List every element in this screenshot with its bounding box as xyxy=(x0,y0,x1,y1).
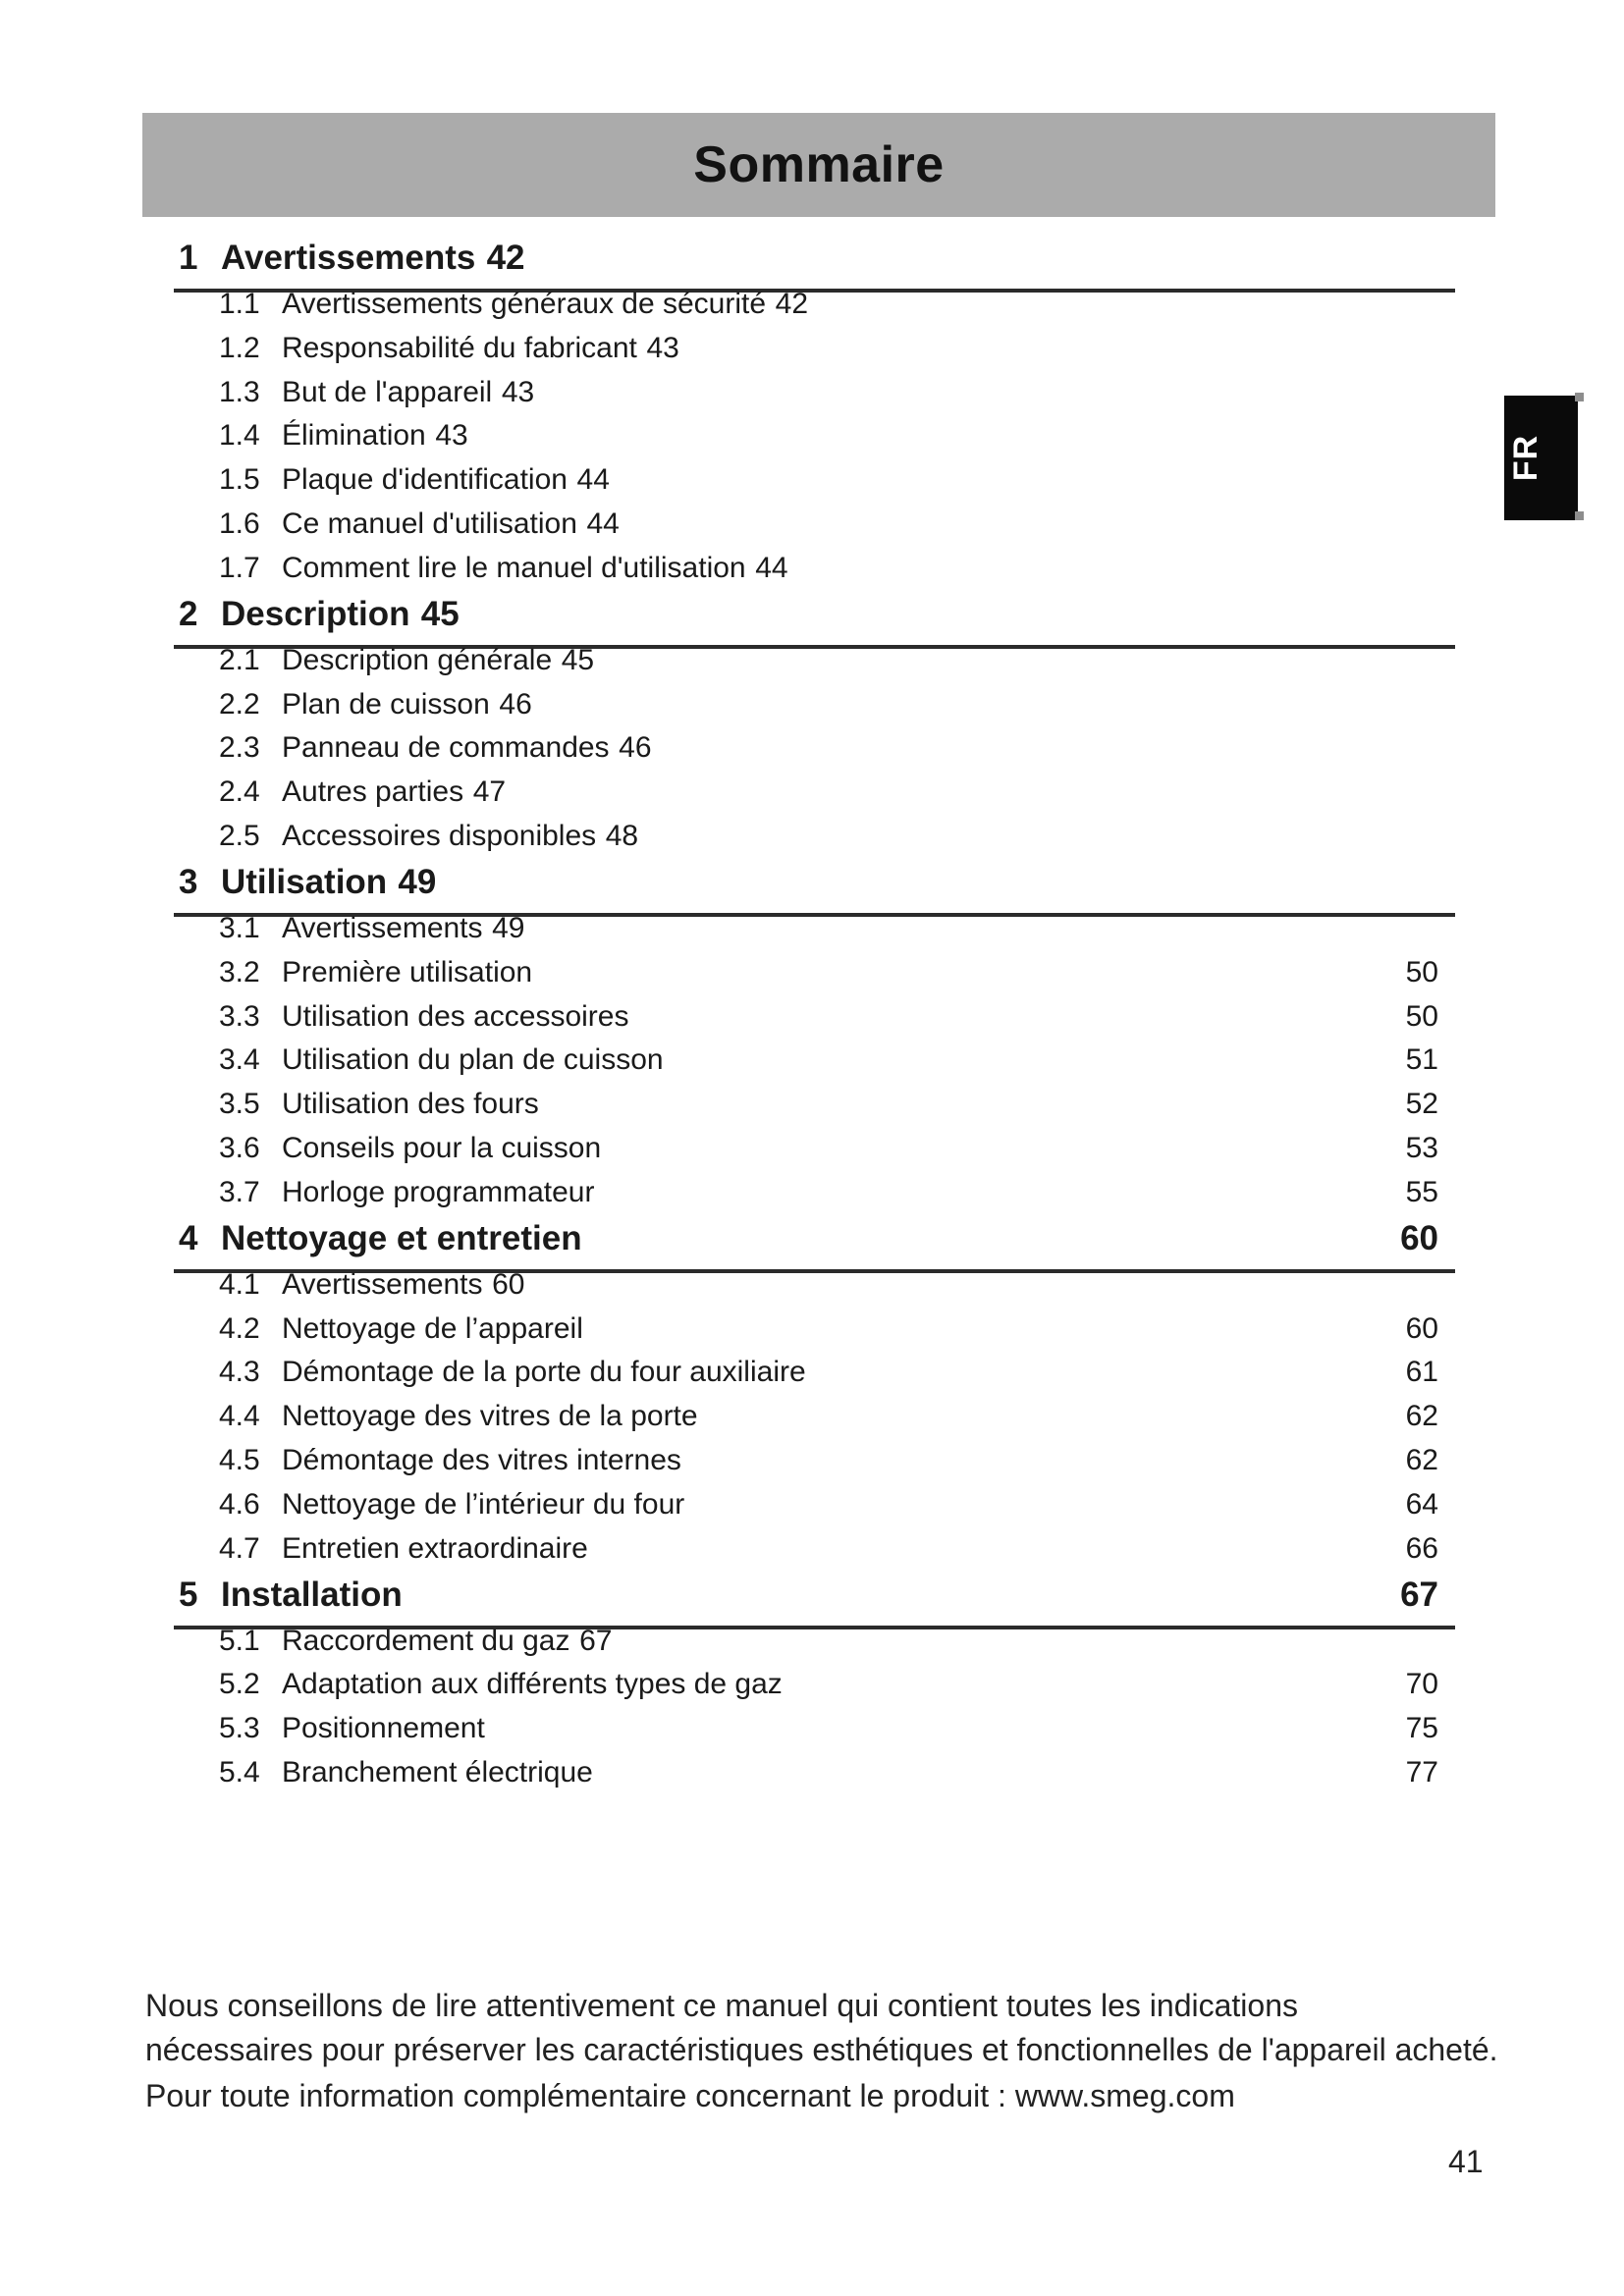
entry-number: 4.6 xyxy=(219,1487,260,1521)
toc-section-4 xyxy=(174,1219,1455,1572)
section-page-inline: 49 xyxy=(398,862,437,901)
toc-entry xyxy=(174,1308,1455,1352)
toc-entry xyxy=(174,1263,1455,1308)
toc-entry xyxy=(174,951,1455,995)
entry-number: 1.6 xyxy=(219,507,260,541)
entry-number: 3.1 xyxy=(219,911,260,944)
entry-page-right: 55 xyxy=(1405,1175,1438,1208)
entry-title: Élimination xyxy=(282,419,426,453)
entry-page-inline: 46 xyxy=(499,687,532,721)
entry-title: Conseils pour la cuisson xyxy=(282,1132,602,1165)
toc-entry xyxy=(174,1751,1455,1795)
entry-page-inline: 60 xyxy=(492,1267,525,1301)
toc-entry xyxy=(174,283,1455,327)
entry-number: 2.5 xyxy=(219,820,260,853)
toc-entry xyxy=(174,414,1455,458)
toc-entry xyxy=(174,995,1455,1040)
page-number: 41 xyxy=(1448,2144,1484,2179)
footer-note-line: Pour toute information complémentaire concernant le produit : www.smeg.com xyxy=(145,2078,1235,2113)
entry-page-right: 51 xyxy=(1405,1043,1438,1077)
entry-page-right: 50 xyxy=(1405,999,1438,1033)
summary-banner xyxy=(142,113,1495,217)
entry-number: 3.4 xyxy=(219,1043,260,1077)
toc-entry xyxy=(174,1663,1455,1707)
entry-title: Utilisation des fours xyxy=(282,1088,539,1121)
entry-page-right: 66 xyxy=(1405,1531,1438,1565)
entry-number: 2.2 xyxy=(219,687,260,721)
toc-entry xyxy=(174,1483,1455,1527)
entry-title: Utilisation du plan de cuisson xyxy=(282,1043,664,1077)
section-number: 1 xyxy=(179,239,198,277)
toc-entry xyxy=(174,458,1455,503)
language-tab-fr xyxy=(1504,396,1578,520)
section-title: Nettoyage et entretien xyxy=(221,1218,582,1257)
entry-page-right: 53 xyxy=(1405,1132,1438,1165)
toc-entry xyxy=(174,683,1455,727)
section-page-right: 67 xyxy=(1400,1575,1438,1614)
entry-number: 2.1 xyxy=(219,643,260,676)
entry-page-inline: 47 xyxy=(472,775,507,809)
toc-entry xyxy=(174,547,1455,591)
entry-page-inline: 42 xyxy=(775,288,809,320)
entry-page-right: 70 xyxy=(1405,1668,1438,1701)
entry-page-right: 61 xyxy=(1405,1356,1438,1389)
toc-section-1 xyxy=(174,239,1455,591)
toc-entry xyxy=(174,327,1455,371)
entry-number: 1.1 xyxy=(219,288,260,320)
entry-number: 1.5 xyxy=(219,463,260,497)
entry-number: 1.4 xyxy=(219,419,260,453)
entry-number: 3.6 xyxy=(219,1132,260,1165)
toc-entry xyxy=(174,503,1455,547)
toc-entry xyxy=(174,1127,1455,1171)
entry-page-inline: 43 xyxy=(646,331,679,364)
entry-page-inline: 44 xyxy=(576,463,610,497)
entry-page-inline: 44 xyxy=(586,507,620,541)
toc-entry xyxy=(174,371,1455,415)
entry-title: Utilisation des accessoires xyxy=(282,999,629,1033)
entry-title: Avertissements xyxy=(282,1267,483,1301)
entry-title: Raccordement du gaz xyxy=(282,1624,570,1657)
section-page-inline: 42 xyxy=(486,239,525,277)
section-title: Installation xyxy=(221,1575,403,1614)
entry-title: Avertissements xyxy=(282,911,483,944)
entry-title: Nettoyage de l’intérieur du four xyxy=(282,1487,685,1521)
toc-entry xyxy=(174,1395,1455,1439)
toc-entry xyxy=(174,639,1455,683)
toc-entry xyxy=(174,1039,1455,1083)
toc-entry xyxy=(174,1439,1455,1483)
entry-title: Panneau de commandes xyxy=(282,731,610,765)
entry-page-right: 52 xyxy=(1405,1088,1438,1121)
entry-number: 4.2 xyxy=(219,1311,260,1345)
footer-note-line: Nous conseillons de lire attentivement ce manuel qui contient toutes les indications xyxy=(145,1988,1298,2023)
entry-number: 4.7 xyxy=(219,1531,260,1565)
toc-entry xyxy=(174,1620,1455,1664)
entry-title: Avertissements généraux de sécurité xyxy=(282,288,767,320)
entry-number: 4.4 xyxy=(219,1400,260,1433)
page-title: Sommaire xyxy=(693,136,945,193)
toc-section-3 xyxy=(174,863,1455,1215)
entry-page-inline: 43 xyxy=(501,375,535,408)
entry-number: 5.4 xyxy=(219,1756,260,1789)
entry-number: 4.5 xyxy=(219,1444,260,1477)
entry-title: Démontage des vitres internes xyxy=(282,1444,681,1477)
entry-number: 3.7 xyxy=(219,1175,260,1208)
toc-section-2 xyxy=(174,595,1455,859)
entry-number: 3.2 xyxy=(219,955,260,988)
entry-title: Nettoyage des vitres de la porte xyxy=(282,1400,698,1433)
toc-entry xyxy=(174,1083,1455,1127)
entry-number: 1.2 xyxy=(219,331,260,364)
entry-number: 4.1 xyxy=(219,1267,260,1301)
entry-page-inline: 48 xyxy=(605,820,639,853)
entry-title: Plaque d'identification xyxy=(282,463,568,497)
entry-page-right: 62 xyxy=(1405,1444,1438,1477)
entry-title: Ce manuel d'utilisation xyxy=(282,507,577,541)
toc-entry xyxy=(174,771,1455,815)
entry-number: 2.4 xyxy=(219,775,260,809)
entry-page-inline: 45 xyxy=(561,643,595,676)
entry-page-right: 50 xyxy=(1405,955,1438,988)
entry-number: 2.3 xyxy=(219,731,260,765)
entry-page-inline: 49 xyxy=(492,911,525,944)
entry-title: Accessoires disponibles xyxy=(282,820,597,853)
entry-title: Positionnement xyxy=(282,1712,485,1745)
entry-number: 4.3 xyxy=(219,1356,260,1389)
entry-number: 3.3 xyxy=(219,999,260,1033)
toc-entry xyxy=(174,726,1455,771)
entry-title: Horloge programmateur xyxy=(282,1175,595,1208)
entry-page-right: 77 xyxy=(1405,1756,1438,1789)
entry-page-inline: 43 xyxy=(435,419,468,453)
section-number: 4 xyxy=(179,1218,198,1257)
entry-number: 5.3 xyxy=(219,1712,260,1745)
toc-entry xyxy=(174,907,1455,951)
entry-number: 5.2 xyxy=(219,1668,260,1701)
toc-section-5 xyxy=(174,1575,1455,1795)
footer-note-line: nécessaires pour préserver les caractéristiques esthétiques et fonctionnelles de l'appareil acheté. xyxy=(145,2032,1498,2067)
entry-page-inline: 44 xyxy=(755,551,788,584)
entry-title: Démontage de la porte du four auxiliaire xyxy=(282,1356,806,1389)
entry-title: Branchement électrique xyxy=(282,1756,593,1789)
section-title: Avertissements xyxy=(221,239,476,277)
section-number: 3 xyxy=(179,862,198,901)
entry-title: Adaptation aux différents types de gaz xyxy=(282,1668,783,1701)
entry-page-right: 62 xyxy=(1405,1400,1438,1433)
entry-title: Nettoyage de l’appareil xyxy=(282,1311,583,1345)
section-page-right: 60 xyxy=(1400,1218,1438,1257)
entry-page-right: 75 xyxy=(1405,1712,1438,1745)
section-page-inline: 45 xyxy=(420,594,460,633)
entry-number: 1.3 xyxy=(219,375,260,408)
entry-page-inline: 46 xyxy=(619,731,652,765)
section-number: 2 xyxy=(179,594,198,633)
scan-mark-top xyxy=(1575,393,1584,401)
entry-title: Autres parties xyxy=(282,775,464,809)
entry-page-right: 64 xyxy=(1405,1487,1438,1521)
entry-number: 1.7 xyxy=(219,551,260,584)
entry-title: Première utilisation xyxy=(282,955,533,988)
entry-title: Description générale xyxy=(282,643,553,676)
toc-entry xyxy=(174,1351,1455,1395)
entry-title: Entretien extraordinaire xyxy=(282,1531,588,1565)
entry-number: 3.5 xyxy=(219,1088,260,1121)
section-title: Utilisation xyxy=(221,862,388,901)
toc-entry xyxy=(174,1527,1455,1572)
footer-note xyxy=(145,1984,1520,2118)
language-tab-label: FR xyxy=(1507,434,1545,482)
entry-page-inline: 67 xyxy=(579,1624,613,1657)
entry-page-right: 60 xyxy=(1405,1311,1438,1345)
scan-mark-bottom xyxy=(1575,511,1584,520)
toc-entry xyxy=(174,815,1455,859)
section-number: 5 xyxy=(179,1575,198,1614)
toc-entry xyxy=(174,1171,1455,1215)
entry-title: Comment lire le manuel d'utilisation xyxy=(282,551,746,584)
table-of-contents xyxy=(174,239,1455,1795)
section-title: Description xyxy=(221,594,410,633)
entry-title: Responsabilité du fabricant xyxy=(282,331,637,364)
entry-number: 5.1 xyxy=(219,1624,260,1657)
toc-entry xyxy=(174,1707,1455,1751)
entry-title: But de l'appareil xyxy=(282,375,493,408)
entry-title: Plan de cuisson xyxy=(282,687,490,721)
